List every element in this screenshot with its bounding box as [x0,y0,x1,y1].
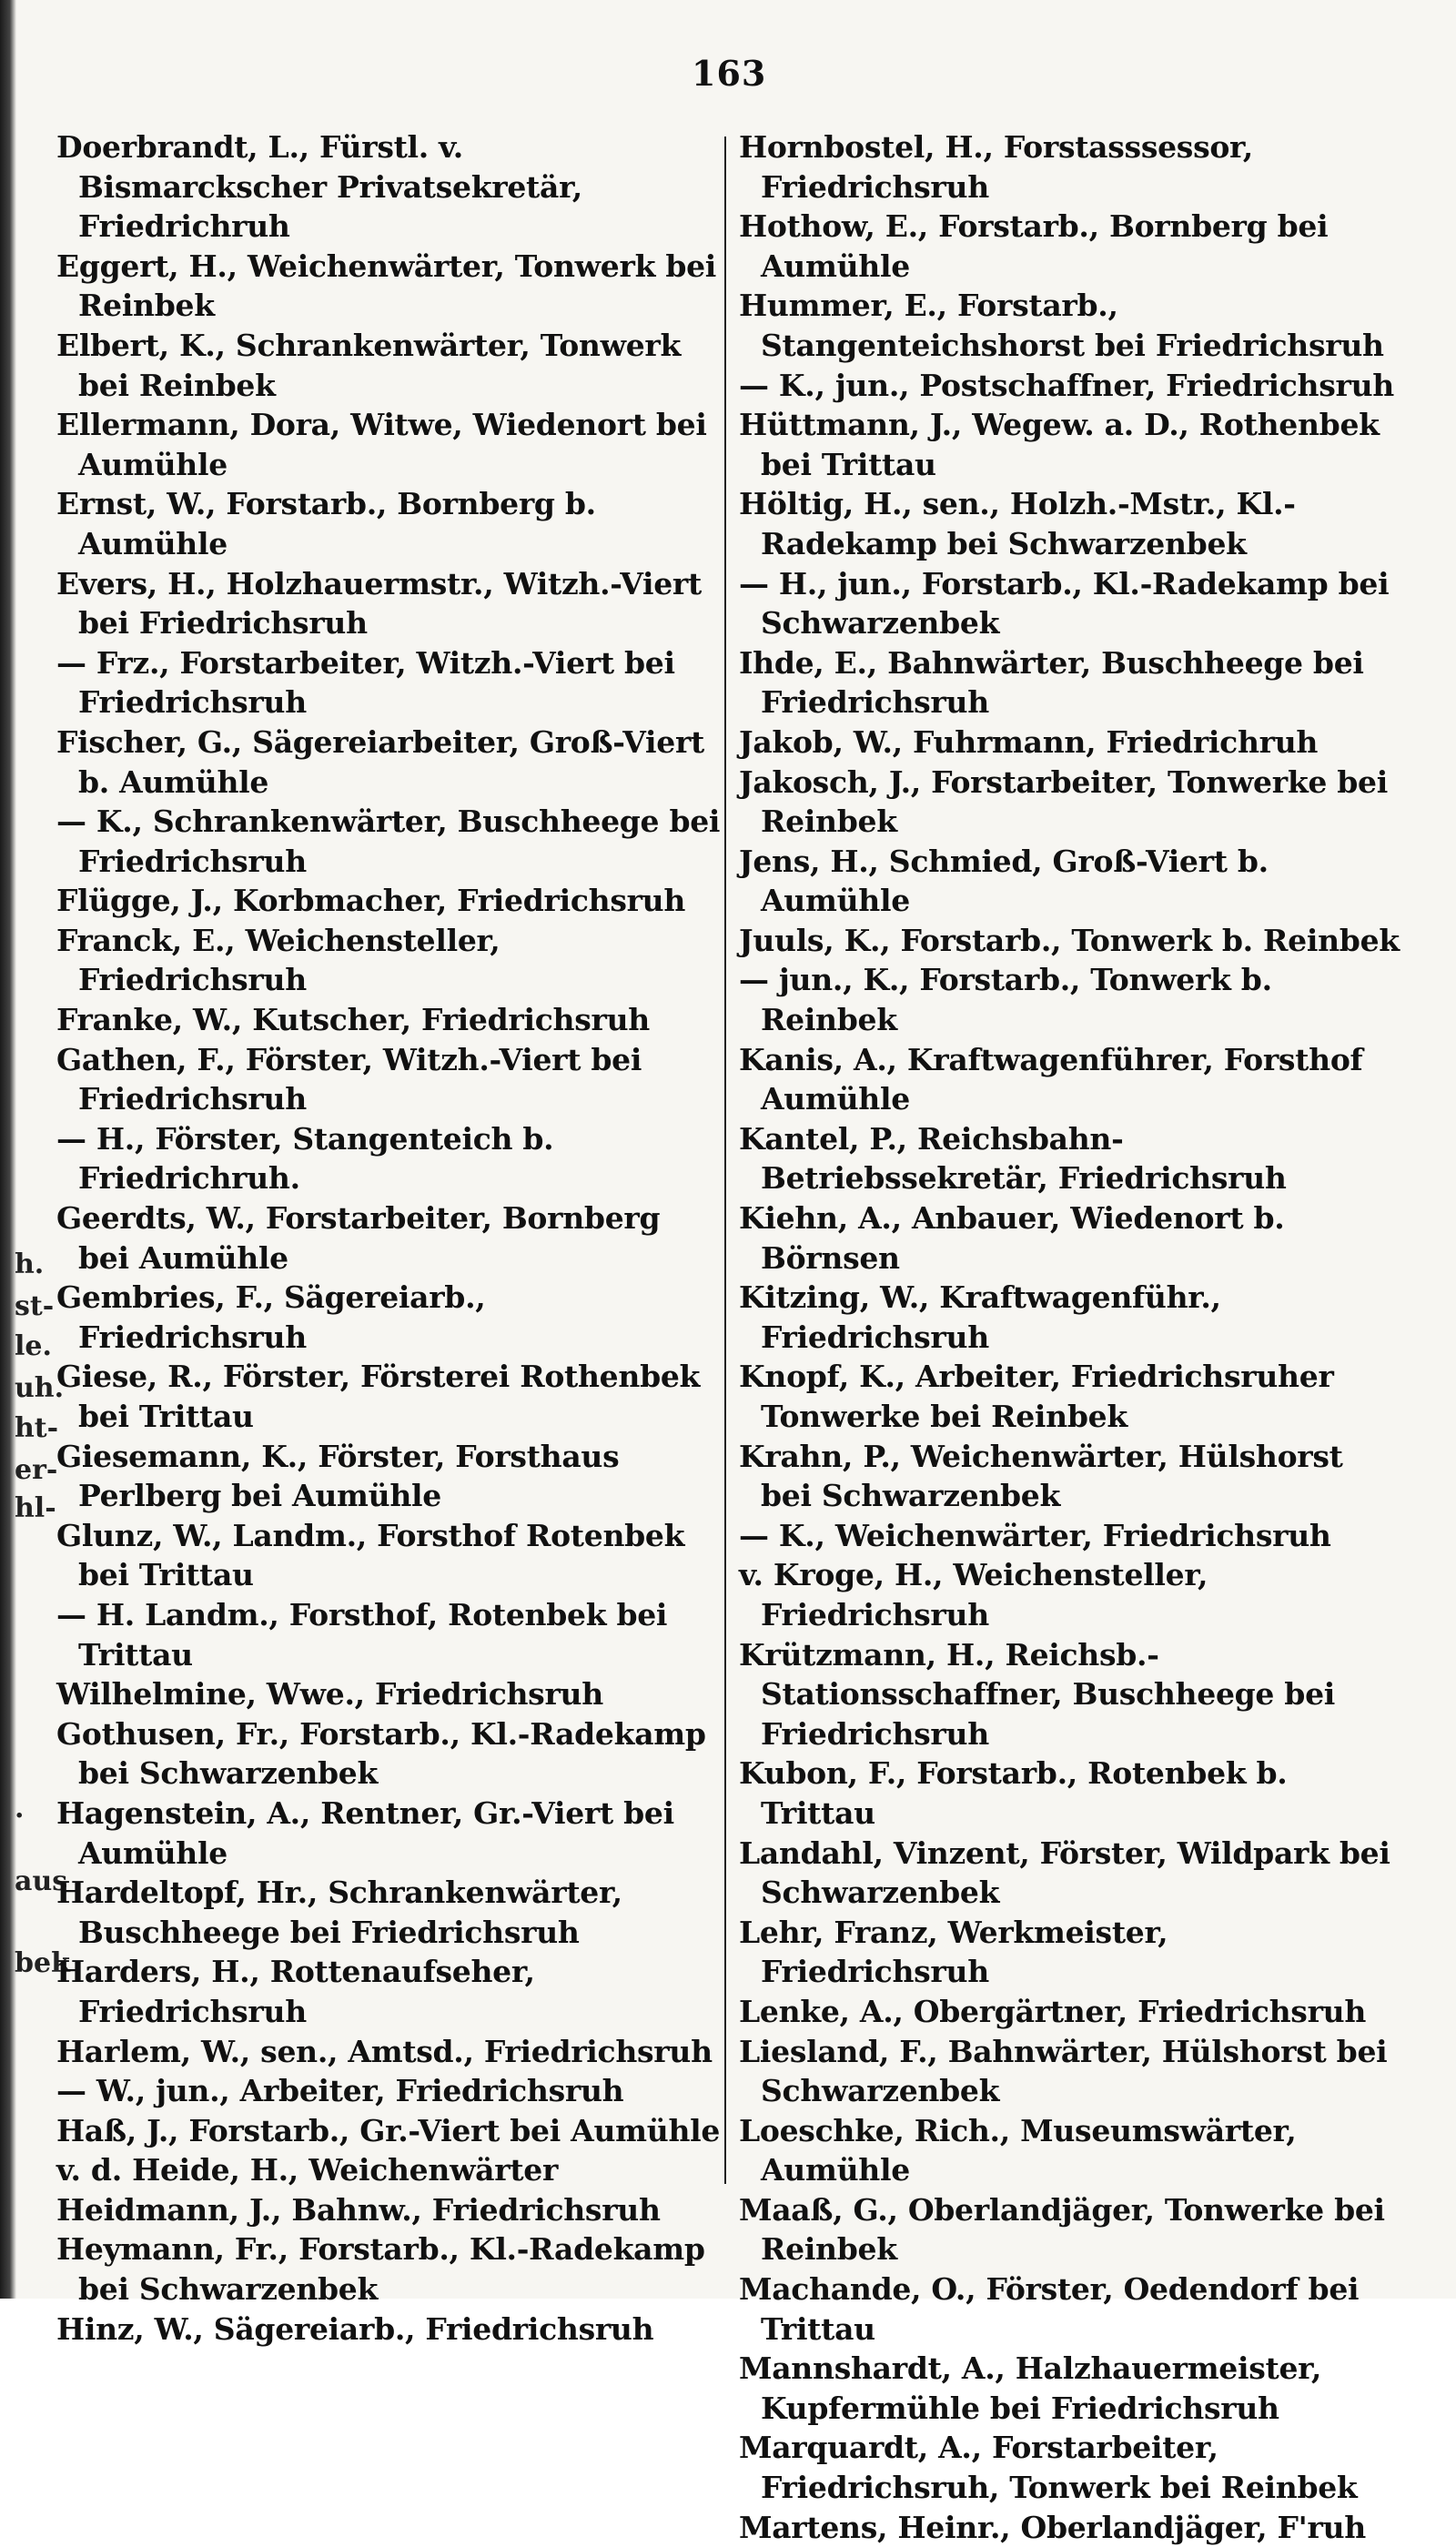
directory-entry: — H., jun., Forstarb., Kl.-Radekamp bei Schwarzenbek [739,565,1390,642]
directory-entry: Martens, Heinr., Oberlandjäger, F'ruh [739,2509,1366,2545]
left-column [56,127,721,2349]
directory-entry: Kitzing, W., Kraftwagenführ., Friedrichsruh [739,1279,1221,1355]
directory-entry: Hardeltopf, Hr., Schrankenwärter, Buschheege bei Friedrichsruh [56,1875,622,1950]
directory-entry: Lenke, A., Obergärtner, Friedrichsruh [739,1993,1367,2029]
fragment: h. [15,1248,45,1280]
directory-entry: — Frz., Forstarbeiter, Witzh.-Viert bei Friedrichsruh [56,644,675,721]
fragment: le. [15,1330,52,1362]
directory-entry: Heymann, Fr., Forstarb., Kl.-Radekamp bei Schwarzenbek [56,2231,705,2308]
directory-entry: Krützmann, H., Reichsb.-Stationsschaffner, Buschheege bei Friedrichsruh [739,1636,1336,1752]
right-column [739,127,1403,2547]
fragment: . [15,1793,25,1824]
column-divider [724,136,726,2184]
page-number: 163 [692,53,767,94]
directory-entry: Giesemann, K., Förster, Forsthaus Perlberg bei Aumühle [56,1438,620,1514]
directory-entry: Harlem, W., sen., Amtsd., Friedrichsruh [56,2033,713,2069]
directory-entry: v. Kroge, H., Weichensteller, Friedrichsruh [739,1557,1208,1632]
directory-entry: Hothow, E., Forstarb., Bornberg bei Aumühle [739,208,1329,284]
directory-entry: Gathen, F., Förster, Witzh.-Viert bei Friedrichsruh [56,1041,642,1117]
directory-entry: — K., jun., Postschaffner, Friedrichsruh [739,367,1394,403]
directory-entry: Hinz, W., Sägereiarb., Friedrichsruh [56,2310,654,2347]
directory-entry: Hüttmann, J., Wegew. a. D., Rothenbek bei Trittau [739,407,1380,482]
directory-entry: Juuls, K., Forstarb., Tonwerk b. Reinbek [739,922,1400,958]
directory-entry: Marquardt, A., Forstarbeiter, Friedrichsruh, Tonwerk bei Reinbek [739,2430,1358,2506]
fragment: bek [15,1947,70,1979]
directory-entry: Heidmann, J., Bahnw., Friedrichsruh [56,2191,661,2228]
directory-entry: — K., Weichenwärter, Friedrichsruh [739,1517,1331,1553]
fragment: uh. [15,1372,65,1404]
directory-entry: Kanis, A., Kraftwagenführer, Forsthof Aumühle [739,1041,1363,1117]
directory-entry: Harders, H., Rottenaufseher, Friedrichsruh [56,1954,535,2029]
directory-entry: — H., Förster, Stangenteich b. Friedrichruh. [56,1120,554,1197]
directory-entry: Jakosch, J., Forstarbeiter, Tonwerke bei Reinbek [739,763,1388,840]
directory-entry: Evers, H., Holzhauermstr., Witzh.-Viert bei Friedrichsruh [56,565,702,642]
directory-entry: Franck, E., Weichensteller, Friedrichsruh [56,922,500,998]
fragment: st- [15,1290,55,1322]
directory-entry: Franke, W., Kutscher, Friedrichsruh [56,1002,650,1038]
directory-entry: Flügge, J., Korbmacher, Friedrichsruh [56,883,686,919]
directory-entry: Glunz, W., Landm., Forsthof Rotenbek bei Trittau [56,1517,685,1593]
directory-entry: Loeschke, Rich., Museumswärter, Aumühle [739,2112,1297,2188]
directory-entry: Jens, H., Schmied, Groß-Viert b. Aumühle [739,843,1269,919]
directory-entry: Fischer, G., Sägereiarbeiter, Groß-Viert b. Aumühle [56,723,704,800]
directory-entry: Gothusen, Fr., Forstarb., Kl.-Radekamp bei Schwarzenbek [56,1715,706,1792]
directory-entry: Ernst, W., Forstarb., Bornberg b. Aumühle [56,486,596,561]
directory-entry: — H. Landm., Forsthof, Rotenbek bei Trittau [56,1596,668,1673]
directory-entry: Machande, O., Förster, Oedendorf bei Trittau [739,2271,1360,2347]
directory-entry: Knopf, K., Arbeiter, Friedrichsruher Tonwerke bei Reinbek [739,1359,1334,1434]
fragment: er- [15,1454,58,1486]
directory-entry: Gembries, F., Sägereiarb., Friedrichsruh [56,1279,486,1355]
fragment: aus [15,1865,68,1897]
fragment: hl- [15,1492,56,1524]
directory-entry: Mannshardt, A., Halzhauermeister, Kupfermühle bei Friedrichsruh [739,2350,1322,2426]
directory-entry: Wilhelmine, Wwe., Friedrichsruh [56,1676,603,1713]
directory-entry: Landahl, Vinzent, Förster, Wildpark bei Schwarzenbek [739,1834,1390,1911]
directory-entry: Jakob, W., Fuhrmann, Friedrichruh [739,723,1319,760]
directory-entry: Maaß, G., Oberlandjäger, Tonwerke bei Reinbek [739,2191,1385,2268]
directory-entry: Ihde, E., Bahnwärter, Buschheege bei Friedrichsruh [739,644,1364,721]
directory-entry: Kantel, P., Reichsbahn-Betriebssekretär, Friedrichsruh [739,1120,1287,1197]
directory-entry: Giese, R., Förster, Försterei Rothenbek bei Trittau [56,1359,701,1434]
directory-entry: — W., jun., Arbeiter, Friedrichsruh [56,2073,624,2109]
adjacent-page-fragments [0,0,70,2299]
directory-entry: — K., Schrankenwärter, Buschheege bei Friedrichsruh [56,804,721,879]
directory-entry: Hummer, E., Forstarb., Stangenteichshorst bei Friedrichsruh [739,288,1384,363]
directory-entry: Elbert, K., Schrankenwärter, Tonwerk bei Reinbek [56,327,682,403]
directory-entry: Lehr, Franz, Werkmeister, Friedrichsruh [739,1914,1168,1990]
directory-entry: Eggert, H., Weichenwärter, Tonwerk bei Reinbek [56,248,717,324]
directory-entry: Kiehn, A., Anbauer, Wiedenort b. Börnsen [739,1200,1285,1276]
directory-entry: Geerdts, W., Forstarbeiter, Bornberg bei Aumühle [56,1200,661,1276]
directory-entry: Ellermann, Dora, Witwe, Wiedenort bei Aumühle [56,407,707,482]
directory-entry: Hornbostel, H., Forstasssessor, Friedrichsruh [739,129,1253,205]
directory-entry: Kubon, F., Forstarb., Rotenbek b. Trittau [739,1755,1288,1831]
directory-entry: Hagenstein, A., Rentner, Gr.-Viert bei Aumühle [56,1794,674,1871]
fragment: ht- [15,1412,59,1444]
directory-entry: Krahn, P., Weichenwärter, Hülshorst bei Schwarzenbek [739,1438,1343,1514]
directory-entry: Haß, J., Forstarb., Gr.-Viert bei Aumühle [56,2112,721,2148]
directory-entry: Höltig, H., sen., Holzh.-Mstr., Kl.-Radekamp bei Schwarzenbek [739,486,1296,561]
directory-entry: Liesland, F., Bahnwärter, Hülshorst bei Schwarzenbek [739,2033,1388,2109]
directory-entry: — jun., K., Forstarb., Tonwerk b. Reinbek [739,962,1272,1038]
directory-entry: Doerbrandt, L., Fürstl. v. Bismarckscher Privatsekretär, Friedrichruh [56,129,582,245]
directory-entry: v. d. Heide, H., Weichenwärter [56,2152,559,2188]
